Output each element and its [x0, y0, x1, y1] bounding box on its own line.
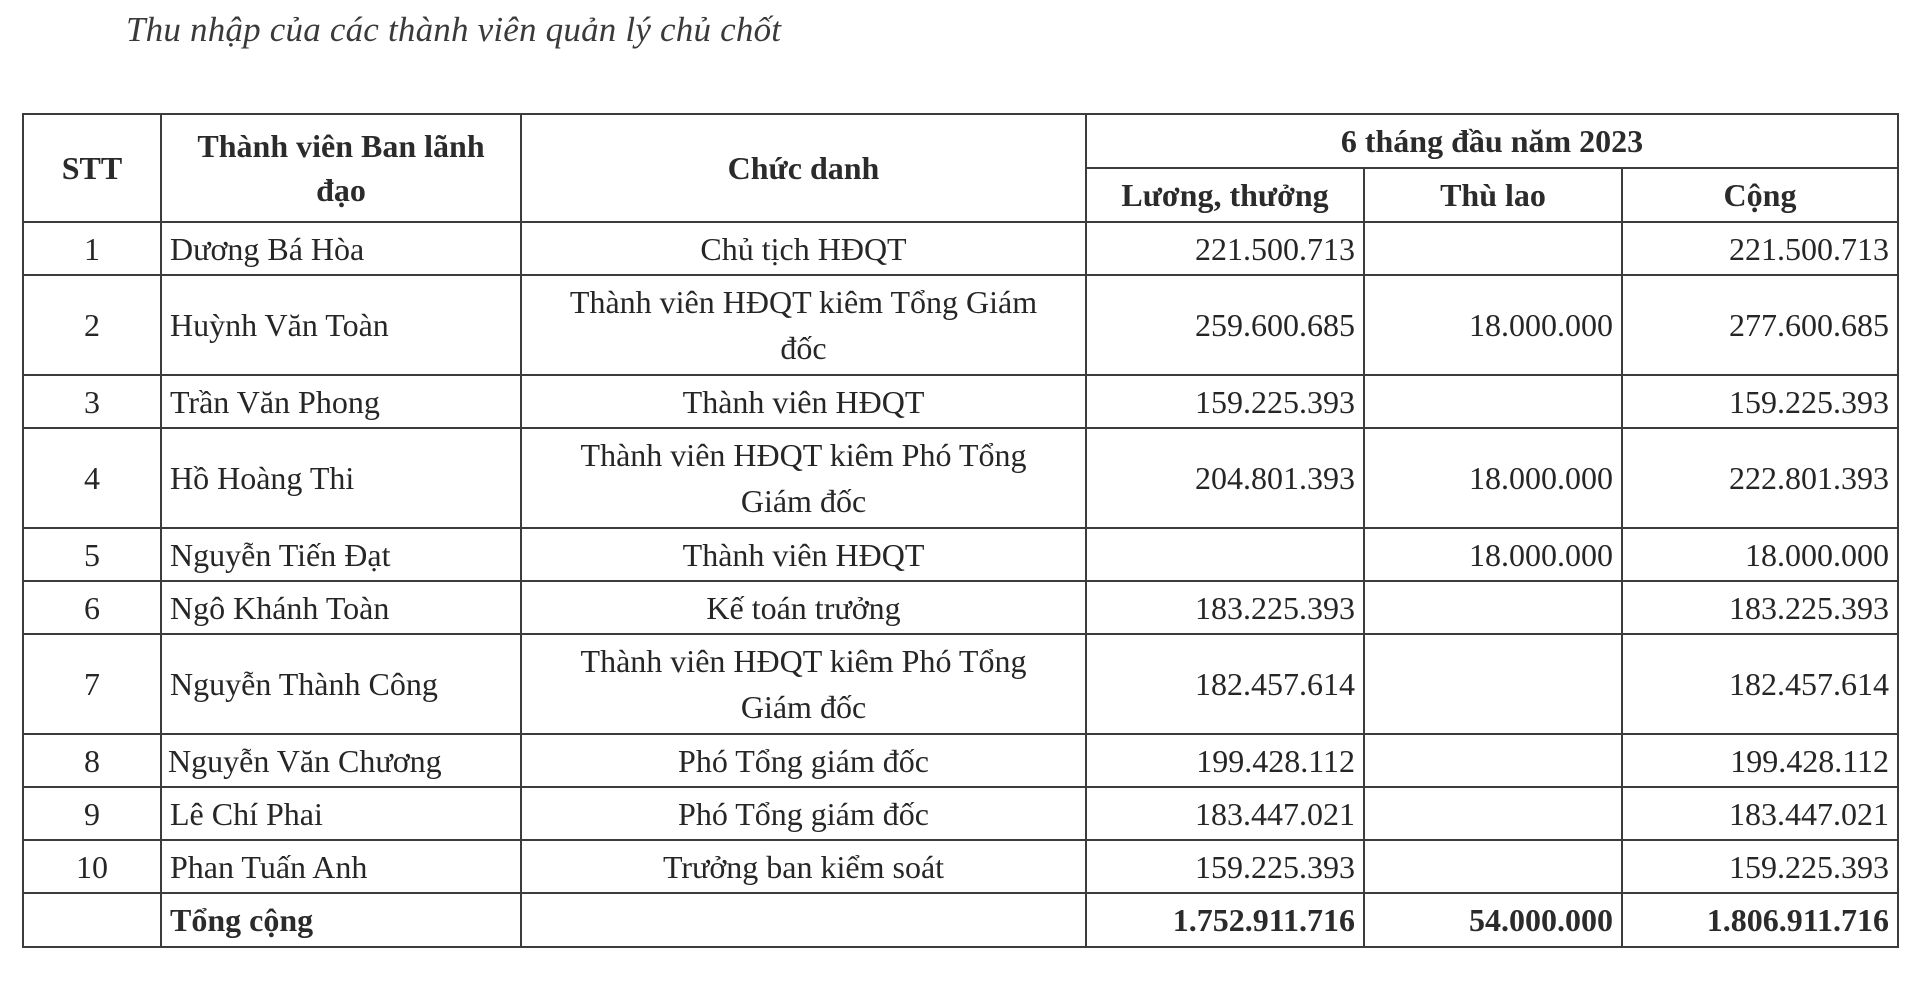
member-name-cell: Nguyễn Văn Chương — [161, 734, 521, 787]
member-name-cell: Dương Bá Hòa — [161, 222, 521, 275]
member-name-cell: Trần Văn Phong — [161, 375, 521, 428]
total-cell: 221.500.713 — [1622, 222, 1898, 275]
position-cell — [521, 893, 1086, 947]
table-row — [23, 581, 1898, 634]
total-cell: 277.600.685 — [1622, 275, 1898, 375]
stt-cell: 3 — [23, 375, 161, 428]
table-row — [23, 734, 1898, 787]
header-member: Thành viên Ban lãnh đạo — [161, 114, 521, 222]
position-cell: Thành viên HĐQT — [521, 375, 1086, 428]
header-salary-bonus: Lương, thưởng — [1086, 168, 1364, 222]
member-name-cell: Lê Chí Phai — [161, 787, 521, 840]
member-name-cell: Huỳnh Văn Toàn — [161, 275, 521, 375]
header-row — [23, 114, 1898, 168]
total-cell: 18.000.000 — [1622, 528, 1898, 581]
position-cell: Trưởng ban kiểm soát — [521, 840, 1086, 893]
member-name-cell: Nguyễn Thành Công — [161, 634, 521, 734]
total-salary-bonus: 1.752.911.716 — [1086, 893, 1364, 947]
stt-cell: 8 — [23, 734, 161, 787]
remuneration-cell — [1364, 734, 1622, 787]
salary-bonus-cell: 199.428.112 — [1086, 734, 1364, 787]
header-period: 6 tháng đầu năm 2023 — [1086, 114, 1898, 168]
header-position: Chức danh — [521, 114, 1086, 222]
remuneration-cell — [1364, 222, 1622, 275]
remuneration-cell — [1364, 787, 1622, 840]
stt-cell: 9 — [23, 787, 161, 840]
stt-cell: 4 — [23, 428, 161, 528]
total-cell: 199.428.112 — [1622, 734, 1898, 787]
remuneration-cell — [1364, 634, 1622, 734]
table-row — [23, 634, 1898, 734]
total-cell: 222.801.393 — [1622, 428, 1898, 528]
remuneration-cell — [1364, 375, 1622, 428]
header-remuneration: Thù lao — [1364, 168, 1622, 222]
salary-bonus-cell — [1086, 528, 1364, 581]
table-row — [23, 428, 1898, 528]
stt-cell: 10 — [23, 840, 161, 893]
salary-bonus-cell: 182.457.614 — [1086, 634, 1364, 734]
header-total: Cộng — [1622, 168, 1898, 222]
position-cell: Thành viên HĐQT kiêm Phó Tổng Giám đốc — [521, 634, 1086, 734]
table-row — [23, 787, 1898, 840]
remuneration-cell — [1364, 581, 1622, 634]
salary-bonus-cell: 204.801.393 — [1086, 428, 1364, 528]
table-row — [23, 375, 1898, 428]
total-row — [23, 893, 1898, 947]
total-cell: 182.457.614 — [1622, 634, 1898, 734]
total-remuneration: 54.000.000 — [1364, 893, 1622, 947]
remuneration-cell: 18.000.000 — [1364, 275, 1622, 375]
header-stt: STT — [23, 114, 161, 222]
member-name-cell: Hồ Hoàng Thi — [161, 428, 521, 528]
member-name-cell: Ngô Khánh Toàn — [161, 581, 521, 634]
stt-cell — [23, 893, 161, 947]
position-cell: Thành viên HĐQT kiêm Phó Tổng Giám đốc — [521, 428, 1086, 528]
salary-bonus-cell: 183.447.021 — [1086, 787, 1364, 840]
key-management-income-table — [22, 113, 1899, 948]
member-name-cell: Nguyễn Tiến Đạt — [161, 528, 521, 581]
position-cell: Phó Tổng giám đốc — [521, 787, 1086, 840]
remuneration-cell: 18.000.000 — [1364, 528, 1622, 581]
salary-bonus-cell: 259.600.685 — [1086, 275, 1364, 375]
stt-cell: 7 — [23, 634, 161, 734]
position-cell: Chủ tịch HĐQT — [521, 222, 1086, 275]
table-row — [23, 222, 1898, 275]
total-cell: 159.225.393 — [1622, 375, 1898, 428]
table-row — [23, 275, 1898, 375]
stt-cell: 1 — [23, 222, 161, 275]
total-label: Tổng cộng — [161, 893, 521, 947]
remuneration-cell — [1364, 840, 1622, 893]
salary-bonus-cell: 221.500.713 — [1086, 222, 1364, 275]
salary-bonus-cell: 159.225.393 — [1086, 375, 1364, 428]
position-cell: Thành viên HĐQT — [521, 528, 1086, 581]
table-caption: Thu nhập của các thành viên quản lý chủ chốt — [126, 10, 782, 49]
stt-cell: 5 — [23, 528, 161, 581]
stt-cell: 2 — [23, 275, 161, 375]
position-cell: Kế toán trưởng — [521, 581, 1086, 634]
total-cell: 183.225.393 — [1622, 581, 1898, 634]
total-cell: 159.225.393 — [1622, 840, 1898, 893]
grand-total: 1.806.911.716 — [1622, 893, 1898, 947]
stt-cell: 6 — [23, 581, 161, 634]
position-cell: Thành viên HĐQT kiêm Tổng Giám đốc — [521, 275, 1086, 375]
member-name-cell: Phan Tuấn Anh — [161, 840, 521, 893]
salary-bonus-cell: 183.225.393 — [1086, 581, 1364, 634]
table-row — [23, 528, 1898, 581]
table-row — [23, 840, 1898, 893]
total-cell: 183.447.021 — [1622, 787, 1898, 840]
position-cell: Phó Tổng giám đốc — [521, 734, 1086, 787]
remuneration-cell: 18.000.000 — [1364, 428, 1622, 528]
salary-bonus-cell: 159.225.393 — [1086, 840, 1364, 893]
